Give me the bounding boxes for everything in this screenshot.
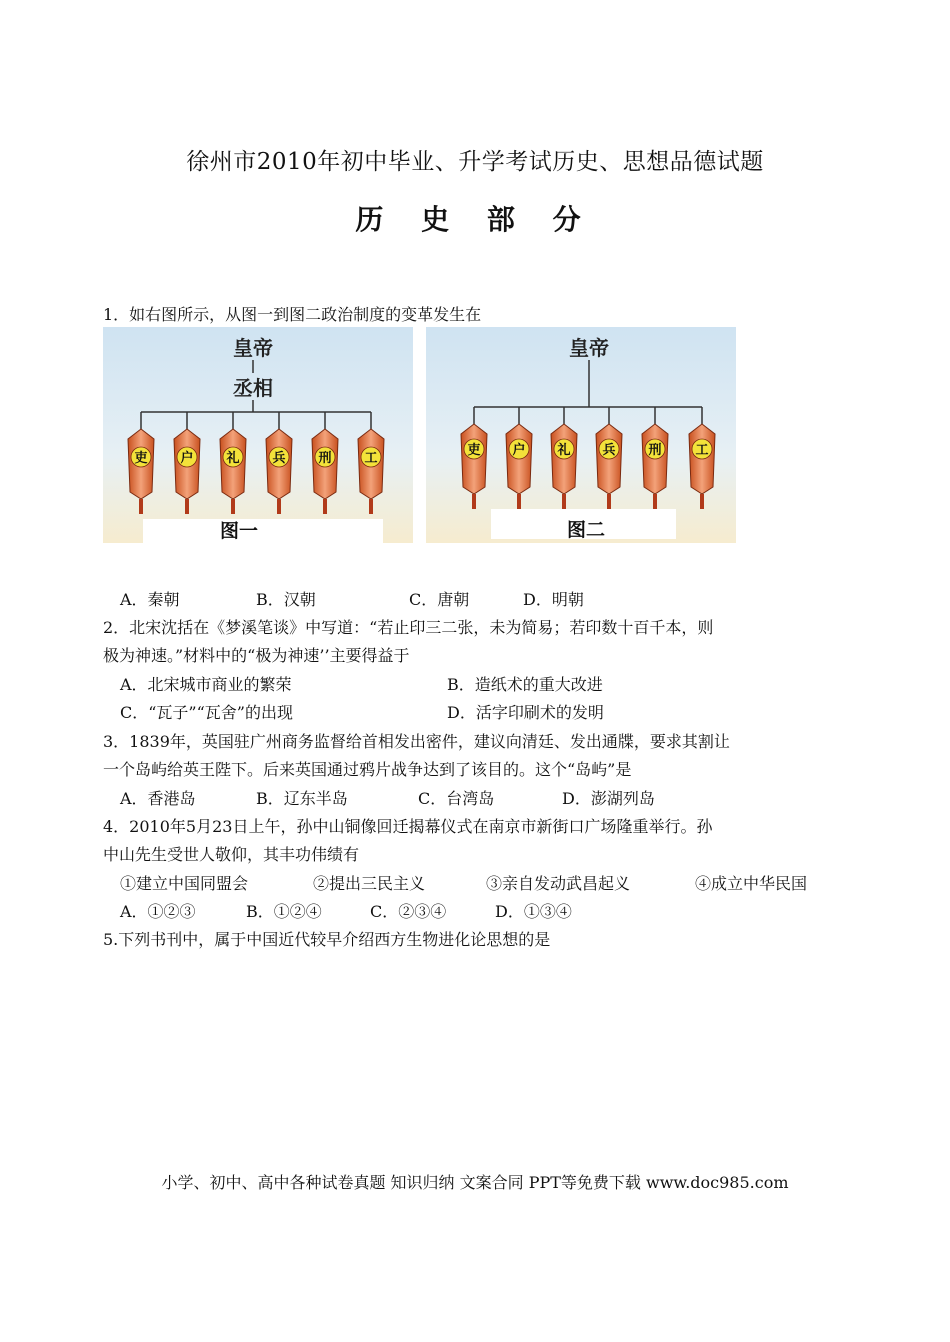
q4-item-4: ④成立中华民国 bbox=[695, 874, 808, 893]
q3-stem-line-2: 一个岛屿给英王陛下。后来英国通过鸦片战争达到了该目的。这个“岛屿”是 bbox=[103, 760, 632, 779]
q3-option-b: B．辽东半岛 bbox=[256, 789, 348, 808]
figure-1-diagram bbox=[103, 327, 413, 543]
q1-stem: 1．如右图所示，从图一到图二政治制度的变革发生在 bbox=[103, 305, 482, 324]
q3-option-d: D．澎湖列岛 bbox=[562, 789, 655, 808]
q2-option-a: A．北宋城市商业的繁荣 bbox=[120, 675, 292, 694]
fig1-ministry-5: 刑 bbox=[318, 451, 332, 466]
q2-option-b: B．造纸术的重大改进 bbox=[447, 675, 603, 694]
q1-option-a: A．秦朝 bbox=[120, 590, 180, 609]
q2-option-d: D．活字印刷术的发明 bbox=[447, 703, 604, 722]
fig1-caption: 图一 bbox=[219, 520, 259, 542]
q1-option-b: B．汉朝 bbox=[256, 590, 316, 609]
page-title: 徐州市2010年初中毕业、升学考试历史、思想品德试题 bbox=[186, 149, 764, 175]
fig1-chancellor: 丞相 bbox=[233, 376, 273, 400]
q4-option-d: D．①③④ bbox=[495, 902, 572, 921]
fig1-emperor: 皇帝 bbox=[233, 336, 273, 360]
fig2-ministry-3: 礼 bbox=[557, 443, 571, 458]
fig2-caption: 图二 bbox=[566, 519, 606, 541]
fig2-ministry-4: 兵 bbox=[602, 443, 616, 458]
fig1-ministry-2: 户 bbox=[180, 451, 194, 466]
q4-item-2: ②提出三民主义 bbox=[313, 874, 426, 893]
fig2-ministry-1: 吏 bbox=[467, 443, 481, 458]
q2-stem-line-1: 2．北宋沈括在《梦溪笔谈》中写道：“若止印三二张，未为简易；若印数十百千本，则 bbox=[103, 618, 714, 637]
q4-option-c: C．②③④ bbox=[370, 902, 447, 921]
fig2-ministry-6: 工 bbox=[695, 443, 709, 458]
q4-item-3: ③亲自发动武昌起义 bbox=[486, 874, 631, 893]
figure-2-diagram bbox=[426, 327, 736, 543]
q2-stem-line-2: 极为神速。”材料中的“极为神速’’主要得益于 bbox=[103, 646, 410, 665]
fig1-ministry-6: 工 bbox=[364, 451, 378, 466]
fig1-ministry-3: 礼 bbox=[226, 451, 240, 466]
q4-stem-line-1: 4．2010年5月23日上午，孙中山铜像回迁揭幕仪式在南京市新街口广场隆重举行。孙 bbox=[103, 817, 713, 836]
q4-option-a: A．①②③ bbox=[120, 902, 196, 921]
q5-stem: 5.下列书刊中，属于中国近代较早介绍西方生物进化论思想的是 bbox=[103, 930, 551, 949]
q3-stem-line-1: 3．1839年，英国驻广州商务监督给首相发出密件，建议向清廷、发出通牒，要求其割让 bbox=[103, 732, 730, 751]
q3-option-a: A．香港岛 bbox=[120, 789, 196, 808]
q4-item-1: ①建立中国同盟会 bbox=[120, 874, 249, 893]
footer-text: 小学、初中、高中各种试卷真题 知识归纳 文案合同 PPT等免费下载 www.doc985.com bbox=[161, 1173, 789, 1192]
fig2-ministry-2: 户 bbox=[512, 443, 526, 458]
fig1-ministry-1: 吏 bbox=[134, 451, 148, 466]
q1-option-c: C．唐朝 bbox=[409, 590, 470, 609]
fig2-emperor: 皇帝 bbox=[569, 336, 609, 360]
q2-option-c: C．“瓦子”“瓦舍”的出现 bbox=[120, 703, 293, 722]
q4-option-b: B．①②④ bbox=[246, 902, 322, 921]
fig1-ministry-4: 兵 bbox=[272, 451, 286, 466]
section-title: 历 史 部 分 bbox=[355, 203, 595, 236]
q1-option-d: D．明朝 bbox=[523, 590, 584, 609]
q4-stem-line-2: 中山先生受世人敬仰，其丰功伟绩有 bbox=[103, 845, 360, 864]
q3-option-c: C．台湾岛 bbox=[418, 789, 495, 808]
fig2-ministry-5: 刑 bbox=[648, 443, 662, 458]
